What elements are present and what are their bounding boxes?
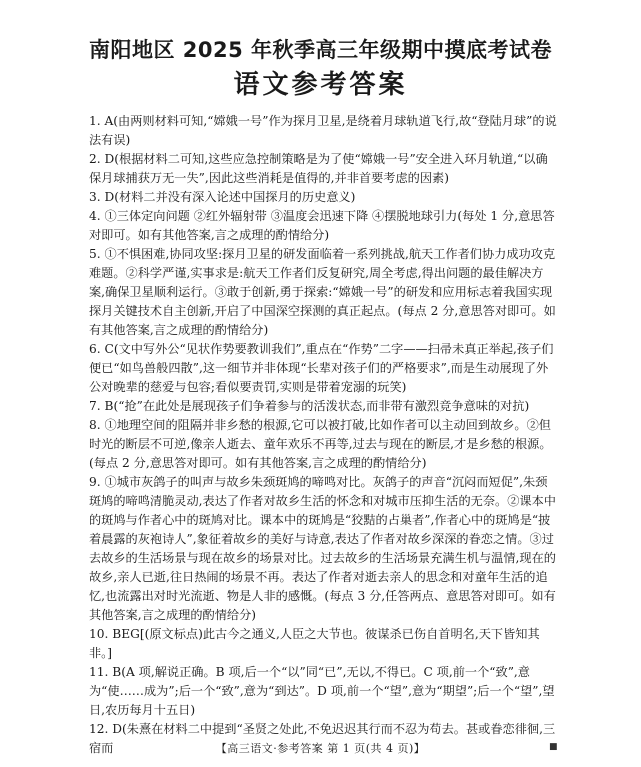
answer-item-1: 1. A(由两则材料可知,“嫦娥一号”作为探月卫星,是绕着月球轨道飞行,故“登陆月球”的说法有误): [89, 114, 557, 147]
answer-item-12: 12. D(朱熹在材料二中提到“圣贤之处此,不免迟迟其行而不忍为苟去。甚或眷恋徘徊,三宿而: [89, 722, 556, 755]
answer-item-8: 8. ①地理空间的阻隔并非乡愁的根源,它可以被打破,比如作者可以主动回到故乡。②但时光的断层不可逆,像亲人逝去、童年欢乐不再等,过去与现在的断层,才是乡愁的根源。(每点 2 分,意思答对即可。如有其他答案,言之成理的酌情给分): [89, 418, 552, 470]
answer-item-10: 10. BEG[(原文标点)此古今之通义,人臣之大节也。彼谋杀已伤自首明名,天下皆知其非。]: [89, 627, 540, 660]
answer-item-3: 3. D(材料二并没有深入论述中国探月的历史意义): [89, 190, 356, 204]
answer-item-6: 6. C(文中写外公“见状作势要教训我们”,重点在“作势”二字——扫帚未真正举起,孩子们便已“如鸟兽般四散”,这一细节并非体现“长辈对孩子们的严格要求”,而是生动展现了外公对晚辈的慈爱与包容;看似要责罚,实则是带着宠溺的玩笑): [89, 342, 554, 394]
answer-list: [89, 112, 557, 758]
page-footer: 【高三语文·参考答案 第 1 页(共 4 页)】: [215, 742, 426, 755]
answer-item-2: 2. D(根据材料二可知,这些应急控制策略是为了使“嫦娥一号”安全进入环月轨道,“以确保月球捕获万无一失”,因此这些消耗是值得的,并非首要考虑的因素): [89, 152, 548, 185]
answer-key-title: 语文参考答案: [233, 70, 408, 100]
answer-item-7: 7. B(“抢”在此处是展现孩子们争着参与的活泼状态,而非带有激烈竞争意味的对抗): [89, 399, 530, 413]
answer-item-4: 4. ①三体定向问题 ②红外辐射带 ③温度会迅速下降 ④摆脱地球引力(每处 1 分,意思答对即可。如有其他答案,言之成理的酌情给分): [89, 209, 555, 242]
answer-item-11: 11. B(A 项,解说正确。B 项,后一个“以”同“已”,无以,不得已。C 项,前一个“致”,意为“使……成为”;后一个“致”,意为“到达”。D 项,前一个“望”,意为“期望”;后一个“望”,望日,农历每月十五日): [89, 665, 555, 717]
exam-title: 南阳地区 2025 年秋季高三年级期中摸底考试卷: [88, 38, 553, 62]
corner-mark-icon: ■: [549, 742, 558, 752]
answer-item-9: 9. ①城市灰鸽子的叫声与故乡朱颈斑鸠的啼鸣对比。灰鸽子的声音“沉闷而短促”,朱颈斑鸠的啼鸣清脆灵动,表达了作者对故乡生活的怀念和对城市压抑生活的无奈。②课本中的斑鸠与作者心中的斑鸠对比。课本中的斑鸠是“狡黠的占巢者”,作者心中的斑鸠是“披着晨露的灰袍诗人”,象征着故乡的美好与诗意,表达了作者对故乡深深的眷恋之情。③过去故乡的生活场景与现在故乡的场景对比。过去故乡的生活场景充满生机与温情,现在的故乡,亲人已逝,往日热闹的场景不再。表达了作者对逝去亲人的思念和对童年生活的追忆,也流露出对时光流逝、物是人非的感慨。(每点 3 分,任答两点、意思答对即可。如有其他答案,言之成理的酌情给分): [89, 475, 556, 622]
answer-item-5: 5. ①不惧困难,协同攻坚:探月卫星的研发面临着一系列挑战,航天工作者们协力成功攻克难题。②科学严谨,实事求是:航天工作者们反复研究,周全考虑,得出问题的最佳解决方案,确保卫星顺利运行。③敢于创新,勇于探索:“嫦娥一号”的研发和应用标志着我国实现探月关键技术自主创新,开启了中国深空探测的真正起点。(每点 2 分,意思答对即可。如有其他答案,言之成理的酌情给分): [89, 247, 556, 337]
